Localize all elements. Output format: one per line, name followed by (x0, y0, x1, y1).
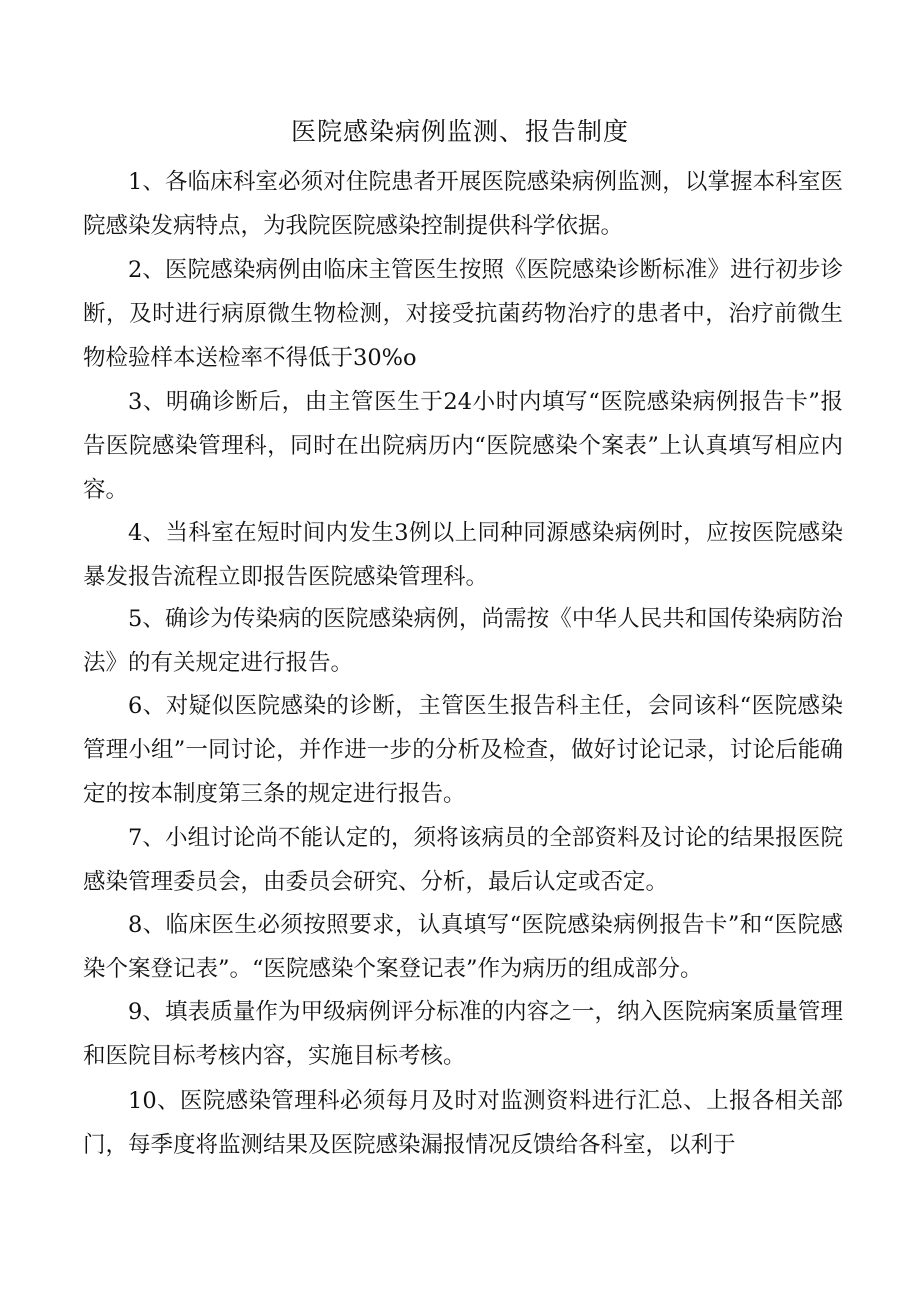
paragraph-8: 8、临床医生必须按照要求，认真填写“医院感染病例报告卡”和“医院感染个案登记表”。“医院感染个案登记表”作为病历的组成部分。 (83, 912, 843, 982)
paragraph-10: 10、医院感染管理科必须每月及时对监测资料进行汇总、上报各相关部门，每季度将监测结果及医院感染漏报情况反馈给各科室，以利于 (83, 1088, 843, 1158)
paragraph-6: 6、对疑似医院感染的诊断，主管医生报告科主任，会同该科“医院感染管理小组”一同讨论，并作进一步的分析及检查，做好讨论记录，讨论后能确定的按本制度第三条的规定进行报告。 (83, 693, 843, 807)
paragraph-3: 3、明确诊断后，由主管医生于24小时内填写“医院感染病例报告卡”报告医院感染管理科，同时在出院病历内“医院感染个案表”上认真填写相应内容。 (83, 389, 843, 503)
document-title: 医院感染病例监测、报告制度 (290, 117, 629, 146)
paragraph-7: 7、小组讨论尚不能认定的，须将该病员的全部资料及讨论的结果报医院感染管理委员会，由委员会研究、分析，最后认定或否定。 (83, 825, 843, 895)
paragraph-5: 5、确诊为传染病的医院感染病例，尚需按《中华人民共和国传染病防治法》的有关规定进行报告。 (83, 606, 843, 676)
paragraph-1: 1、各临床科室必须对住院患者开展医院感染病例监测，以掌握本科室医院感染发病特点，为我院医院感染控制提供科学依据。 (83, 169, 843, 239)
paragraph-2: 2、医院感染病例由临床主管医生按照《医院感染诊断标准》进行初步诊断，及时进行病原微生物检测，对接受抗菌药物治疗的患者中，治疗前微生物检验样本送检率不得低于30%o (83, 257, 843, 371)
paragraph-9: 9、填表质量作为甲级病例评分标准的内容之一，纳入医院病案质量管理和医院目标考核内容，实施目标考核。 (83, 999, 843, 1069)
paragraph-4: 4、当科室在短时间内发生3例以上同种同源感染病例时，应按医院感染暴发报告流程立即报告医院感染管理科。 (83, 520, 843, 590)
